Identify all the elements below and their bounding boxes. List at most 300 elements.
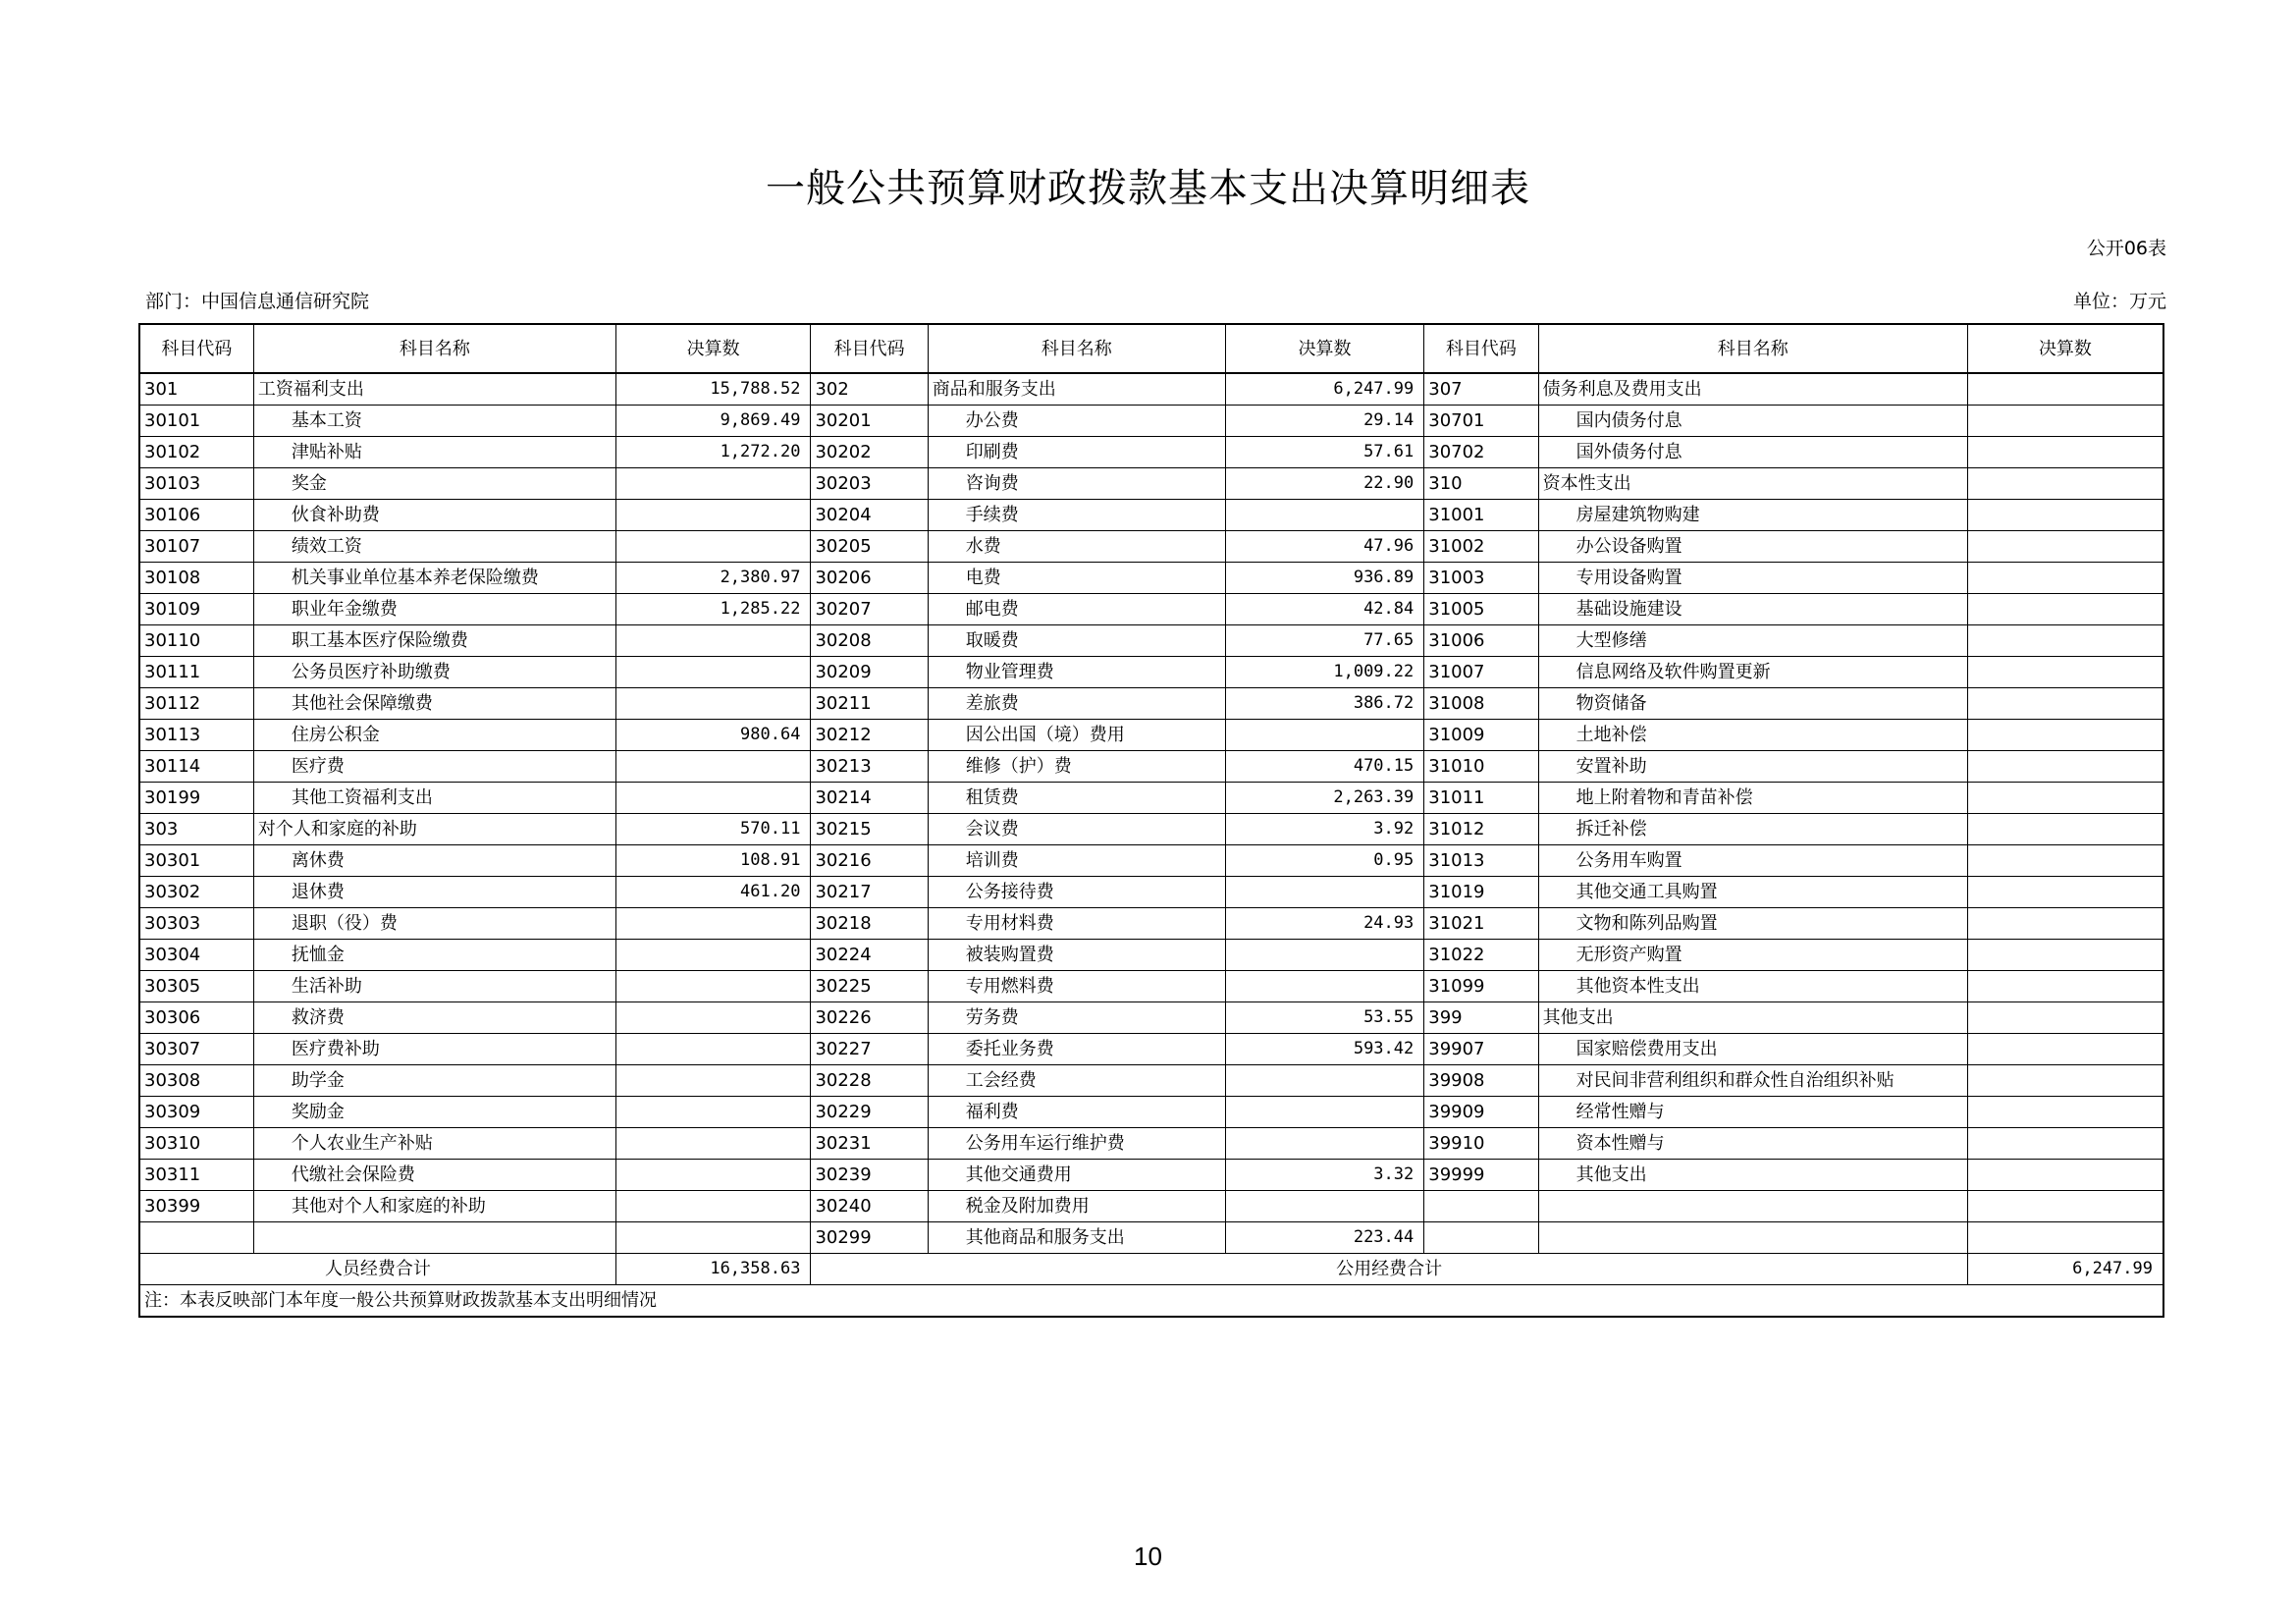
amount-cell xyxy=(1967,563,2163,594)
account-code-cell: 30228 xyxy=(811,1065,928,1097)
account-code-cell: 31009 xyxy=(1424,720,1538,751)
expenditure-detail-table xyxy=(138,323,2164,1318)
amount-cell xyxy=(615,1065,811,1097)
amount-cell xyxy=(1225,1097,1424,1128)
amount-cell: 2,380.97 xyxy=(615,563,811,594)
account-name-cell: 其他交通工具购置 xyxy=(1538,877,1967,908)
table-row xyxy=(139,1097,2163,1128)
account-name-cell: 津贴补贴 xyxy=(253,437,615,468)
account-code-cell: 31022 xyxy=(1424,940,1538,971)
amount-cell xyxy=(1967,688,2163,720)
account-name-cell: 其他工资福利支出 xyxy=(253,783,615,814)
amount-cell xyxy=(1967,1128,2163,1160)
amount-cell: 108.91 xyxy=(615,845,811,877)
amount-cell xyxy=(615,625,811,657)
account-name-cell: 专用燃料费 xyxy=(928,971,1225,1002)
account-name-cell: 邮电费 xyxy=(928,594,1225,625)
header-amount-2: 决算数 xyxy=(1225,324,1424,373)
amount-cell xyxy=(1967,783,2163,814)
amount-cell: 936.89 xyxy=(1225,563,1424,594)
account-name-cell: 基础设施建设 xyxy=(1538,594,1967,625)
amount-cell xyxy=(1967,468,2163,500)
amount-cell: 6,247.99 xyxy=(1225,373,1424,406)
account-code-cell: 30113 xyxy=(139,720,253,751)
account-name-cell: 职工基本医疗保险缴费 xyxy=(253,625,615,657)
account-name-cell: 公务员医疗补助缴费 xyxy=(253,657,615,688)
account-name-cell: 救济费 xyxy=(253,1002,615,1034)
account-code-cell: 30202 xyxy=(811,437,928,468)
table-row xyxy=(139,468,2163,500)
amount-cell: 53.55 xyxy=(1225,1002,1424,1034)
account-name-cell: 其他交通费用 xyxy=(928,1160,1225,1191)
account-name-cell: 差旅费 xyxy=(928,688,1225,720)
account-code-cell: 303 xyxy=(139,814,253,845)
amount-cell xyxy=(615,1034,811,1065)
amount-cell: 77.65 xyxy=(1225,625,1424,657)
account-name-cell: 被装购置费 xyxy=(928,940,1225,971)
table-row xyxy=(139,563,2163,594)
amount-cell xyxy=(615,468,811,500)
account-name-cell: 其他支出 xyxy=(1538,1160,1967,1191)
amount-cell xyxy=(1967,373,2163,406)
page-title: 一般公共预算财政拨款基本支出决算明细表 xyxy=(766,166,1530,211)
account-name-cell: 大型修缮 xyxy=(1538,625,1967,657)
account-name-cell xyxy=(1538,1222,1967,1254)
amount-cell: 15,788.52 xyxy=(615,373,811,406)
account-name-cell: 商品和服务支出 xyxy=(928,373,1225,406)
personnel-total-label: 人员经费合计 xyxy=(139,1254,615,1285)
account-name-cell: 委托业务费 xyxy=(928,1034,1225,1065)
account-code-cell: 31008 xyxy=(1424,688,1538,720)
account-code-cell: 30110 xyxy=(139,625,253,657)
account-name-cell: 资本性支出 xyxy=(1538,468,1967,500)
account-name-cell: 医疗费 xyxy=(253,751,615,783)
header-code-3: 科目代码 xyxy=(1424,324,1538,373)
account-code-cell: 30217 xyxy=(811,877,928,908)
amount-cell xyxy=(1967,1222,2163,1254)
account-code-cell: 30208 xyxy=(811,625,928,657)
account-code-cell: 310 xyxy=(1424,468,1538,500)
account-code-cell: 31003 xyxy=(1424,563,1538,594)
account-code-cell: 39908 xyxy=(1424,1065,1538,1097)
amount-cell xyxy=(615,1002,811,1034)
account-code-cell: 30101 xyxy=(139,406,253,437)
account-code-cell: 30103 xyxy=(139,468,253,500)
account-name-cell: 拆迁补偿 xyxy=(1538,814,1967,845)
amount-cell xyxy=(1967,500,2163,531)
account-name-cell: 取暖费 xyxy=(928,625,1225,657)
account-code-cell: 31001 xyxy=(1424,500,1538,531)
account-name-cell: 地上附着物和青苗补偿 xyxy=(1538,783,1967,814)
account-code-cell: 30239 xyxy=(811,1160,928,1191)
account-code-cell: 30214 xyxy=(811,783,928,814)
account-name-cell: 物资储备 xyxy=(1538,688,1967,720)
amount-cell: 1,009.22 xyxy=(1225,657,1424,688)
account-name-cell: 奖励金 xyxy=(253,1097,615,1128)
account-name-cell: 对个人和家庭的补助 xyxy=(253,814,615,845)
account-code-cell: 30106 xyxy=(139,500,253,531)
header-code-2: 科目代码 xyxy=(811,324,928,373)
amount-cell xyxy=(615,531,811,563)
amount-cell xyxy=(1967,814,2163,845)
account-name-cell: 个人农业生产补贴 xyxy=(253,1128,615,1160)
account-code-cell: 30301 xyxy=(139,845,253,877)
account-name-cell: 绩效工资 xyxy=(253,531,615,563)
amount-cell: 980.64 xyxy=(615,720,811,751)
amount-cell xyxy=(615,940,811,971)
amount-cell: 3.92 xyxy=(1225,814,1424,845)
amount-cell: 47.96 xyxy=(1225,531,1424,563)
account-code-cell: 30310 xyxy=(139,1128,253,1160)
amount-cell xyxy=(1967,594,2163,625)
table-row xyxy=(139,1222,2163,1254)
account-code-cell: 30308 xyxy=(139,1065,253,1097)
table-row xyxy=(139,720,2163,751)
amount-cell xyxy=(1967,1002,2163,1034)
amount-cell: 470.15 xyxy=(1225,751,1424,783)
table-row xyxy=(139,594,2163,625)
account-code-cell: 31012 xyxy=(1424,814,1538,845)
table-row xyxy=(139,814,2163,845)
amount-cell xyxy=(615,500,811,531)
table-row xyxy=(139,971,2163,1002)
amount-cell: 386.72 xyxy=(1225,688,1424,720)
amount-cell xyxy=(1967,720,2163,751)
account-code-cell: 30307 xyxy=(139,1034,253,1065)
amount-cell: 1,272.20 xyxy=(615,437,811,468)
account-name-cell: 基本工资 xyxy=(253,406,615,437)
account-code-cell: 301 xyxy=(139,373,253,406)
account-name-cell: 土地补偿 xyxy=(1538,720,1967,751)
account-code-cell: 30212 xyxy=(811,720,928,751)
account-code-cell: 30102 xyxy=(139,437,253,468)
account-code-cell: 30226 xyxy=(811,1002,928,1034)
account-name-cell: 劳务费 xyxy=(928,1002,1225,1034)
amount-cell xyxy=(615,1191,811,1222)
account-name-cell: 培训费 xyxy=(928,845,1225,877)
account-name-cell: 住房公积金 xyxy=(253,720,615,751)
account-name-cell: 公务用车购置 xyxy=(1538,845,1967,877)
header-name-1: 科目名称 xyxy=(253,324,615,373)
table-row xyxy=(139,1034,2163,1065)
account-code-cell: 30240 xyxy=(811,1191,928,1222)
table-row xyxy=(139,1160,2163,1191)
public-total-label: 公用经费合计 xyxy=(811,1254,1967,1285)
account-name-cell: 其他社会保障缴费 xyxy=(253,688,615,720)
account-code-cell: 30209 xyxy=(811,657,928,688)
header-code-1: 科目代码 xyxy=(139,324,253,373)
amount-cell xyxy=(1225,500,1424,531)
account-code-cell: 30213 xyxy=(811,751,928,783)
amount-cell: 29.14 xyxy=(1225,406,1424,437)
amount-cell: 3.32 xyxy=(1225,1160,1424,1191)
account-code-cell: 30399 xyxy=(139,1191,253,1222)
table-header-row xyxy=(139,324,2163,373)
account-name-cell: 因公出国（境）费用 xyxy=(928,720,1225,751)
account-name-cell: 国内债务付息 xyxy=(1538,406,1967,437)
account-name-cell: 国外债务付息 xyxy=(1538,437,1967,468)
amount-cell xyxy=(1967,845,2163,877)
account-name-cell: 房屋建筑物购建 xyxy=(1538,500,1967,531)
table-row xyxy=(139,1191,2163,1222)
account-code-cell: 39909 xyxy=(1424,1097,1538,1128)
amount-cell: 461.20 xyxy=(615,877,811,908)
header-amount-3: 决算数 xyxy=(1967,324,2163,373)
amount-cell xyxy=(1225,1191,1424,1222)
account-name-cell: 其他支出 xyxy=(1538,1002,1967,1034)
account-code-cell: 30207 xyxy=(811,594,928,625)
account-name-cell xyxy=(1538,1191,1967,1222)
account-name-cell: 公务接待费 xyxy=(928,877,1225,908)
amount-cell: 22.90 xyxy=(1225,468,1424,500)
header-name-2: 科目名称 xyxy=(928,324,1225,373)
amount-cell xyxy=(1967,531,2163,563)
account-name-cell: 公务用车运行维护费 xyxy=(928,1128,1225,1160)
account-name-cell: 工资福利支出 xyxy=(253,373,615,406)
account-name-cell: 水费 xyxy=(928,531,1225,563)
amount-cell: 42.84 xyxy=(1225,594,1424,625)
amount-cell xyxy=(1967,406,2163,437)
amount-cell xyxy=(1967,971,2163,1002)
account-code-cell: 30701 xyxy=(1424,406,1538,437)
account-code-cell: 30702 xyxy=(1424,437,1538,468)
account-name-cell: 电费 xyxy=(928,563,1225,594)
account-name-cell: 无形资产购置 xyxy=(1538,940,1967,971)
table-row xyxy=(139,845,2163,877)
account-name-cell: 医疗费补助 xyxy=(253,1034,615,1065)
amount-cell xyxy=(1967,751,2163,783)
amount-cell xyxy=(1225,940,1424,971)
account-name-cell xyxy=(253,1222,615,1254)
account-name-cell: 信息网络及软件购置更新 xyxy=(1538,657,1967,688)
public-total-amount: 6,247.99 xyxy=(1967,1254,2163,1285)
account-code-cell: 39907 xyxy=(1424,1034,1538,1065)
account-code-cell: 31005 xyxy=(1424,594,1538,625)
account-name-cell: 伙食补助费 xyxy=(253,500,615,531)
account-name-cell: 奖金 xyxy=(253,468,615,500)
account-name-cell: 办公设备购置 xyxy=(1538,531,1967,563)
account-code-cell: 30206 xyxy=(811,563,928,594)
account-name-cell: 会议费 xyxy=(928,814,1225,845)
account-code-cell: 31011 xyxy=(1424,783,1538,814)
account-code-cell: 31002 xyxy=(1424,531,1538,563)
amount-cell xyxy=(1225,720,1424,751)
amount-cell xyxy=(1967,1097,2163,1128)
account-code-cell: 30305 xyxy=(139,971,253,1002)
table-row xyxy=(139,500,2163,531)
account-code-cell: 302 xyxy=(811,373,928,406)
amount-cell xyxy=(1967,1160,2163,1191)
account-name-cell: 安置补助 xyxy=(1538,751,1967,783)
account-name-cell: 专用设备购置 xyxy=(1538,563,1967,594)
amount-cell xyxy=(1967,625,2163,657)
table-row xyxy=(139,531,2163,563)
amount-cell xyxy=(1967,1065,2163,1097)
table-row xyxy=(139,908,2163,940)
account-name-cell: 其他商品和服务支出 xyxy=(928,1222,1225,1254)
table-body xyxy=(139,373,2163,1254)
amount-cell xyxy=(1225,971,1424,1002)
account-code-cell: 399 xyxy=(1424,1002,1538,1034)
amount-cell xyxy=(615,783,811,814)
account-name-cell: 债务利息及费用支出 xyxy=(1538,373,1967,406)
account-code-cell xyxy=(1424,1191,1538,1222)
table-row xyxy=(139,1128,2163,1160)
amount-cell: 223.44 xyxy=(1225,1222,1424,1254)
amount-cell: 24.93 xyxy=(1225,908,1424,940)
account-name-cell: 机关事业单位基本养老保险缴费 xyxy=(253,563,615,594)
account-code-cell: 30111 xyxy=(139,657,253,688)
amount-cell: 2,263.39 xyxy=(1225,783,1424,814)
account-code-cell: 30224 xyxy=(811,940,928,971)
account-name-cell: 办公费 xyxy=(928,406,1225,437)
table-row xyxy=(139,751,2163,783)
account-code-cell: 30231 xyxy=(811,1128,928,1160)
amount-cell xyxy=(1967,437,2163,468)
header-name-3: 科目名称 xyxy=(1538,324,1967,373)
account-code-cell: 39910 xyxy=(1424,1128,1538,1160)
amount-cell xyxy=(1225,877,1424,908)
amount-cell xyxy=(615,688,811,720)
department-label: 部门：中国信息通信研究院 xyxy=(145,291,370,312)
table-row xyxy=(139,783,2163,814)
account-code-cell: 30303 xyxy=(139,908,253,940)
amount-cell xyxy=(615,971,811,1002)
account-name-cell: 代缴社会保险费 xyxy=(253,1160,615,1191)
note-row xyxy=(139,1285,2163,1318)
amount-cell xyxy=(615,657,811,688)
account-code-cell: 31010 xyxy=(1424,751,1538,783)
account-code-cell: 30218 xyxy=(811,908,928,940)
account-code-cell: 30211 xyxy=(811,688,928,720)
account-name-cell: 物业管理费 xyxy=(928,657,1225,688)
account-name-cell: 文物和陈列品购置 xyxy=(1538,908,1967,940)
account-code-cell: 31006 xyxy=(1424,625,1538,657)
amount-cell xyxy=(1967,1191,2163,1222)
table-row xyxy=(139,1065,2163,1097)
account-code-cell: 30112 xyxy=(139,688,253,720)
amount-cell: 593.42 xyxy=(1225,1034,1424,1065)
account-name-cell: 税金及附加费用 xyxy=(928,1191,1225,1222)
table-row xyxy=(139,625,2163,657)
account-code-cell: 30201 xyxy=(811,406,928,437)
page-number: 10 xyxy=(1134,1542,1162,1571)
amount-cell xyxy=(1967,940,2163,971)
account-name-cell: 维修（护）费 xyxy=(928,751,1225,783)
account-code-cell: 30302 xyxy=(139,877,253,908)
amount-cell xyxy=(1967,657,2163,688)
form-number: 公开06表 xyxy=(2086,238,2166,259)
totals-row xyxy=(139,1254,2163,1285)
account-code-cell: 30225 xyxy=(811,971,928,1002)
account-name-cell: 资本性赠与 xyxy=(1538,1128,1967,1160)
account-name-cell: 福利费 xyxy=(928,1097,1225,1128)
amount-cell: 0.95 xyxy=(1225,845,1424,877)
amount-cell: 57.61 xyxy=(1225,437,1424,468)
account-code-cell: 31021 xyxy=(1424,908,1538,940)
account-code-cell: 30203 xyxy=(811,468,928,500)
table-note: 注：本表反映部门本年度一般公共预算财政拨款基本支出明细情况 xyxy=(139,1285,2163,1318)
amount-cell xyxy=(615,1222,811,1254)
account-name-cell: 咨询费 xyxy=(928,468,1225,500)
account-name-cell: 抚恤金 xyxy=(253,940,615,971)
amount-cell xyxy=(615,908,811,940)
personnel-total-amount: 16,358.63 xyxy=(615,1254,811,1285)
account-name-cell: 其他资本性支出 xyxy=(1538,971,1967,1002)
account-code-cell: 30299 xyxy=(811,1222,928,1254)
account-name-cell: 租赁费 xyxy=(928,783,1225,814)
account-name-cell: 经常性赠与 xyxy=(1538,1097,1967,1128)
account-name-cell: 生活补助 xyxy=(253,971,615,1002)
account-name-cell: 工会经费 xyxy=(928,1065,1225,1097)
amount-cell: 9,869.49 xyxy=(615,406,811,437)
table-row xyxy=(139,1002,2163,1034)
account-code-cell: 39999 xyxy=(1424,1160,1538,1191)
account-name-cell: 对民间非营利组织和群众性自治组织补贴 xyxy=(1538,1065,1967,1097)
account-code-cell: 30109 xyxy=(139,594,253,625)
account-code-cell: 30205 xyxy=(811,531,928,563)
account-code-cell: 30227 xyxy=(811,1034,928,1065)
account-code-cell: 30204 xyxy=(811,500,928,531)
account-code-cell: 30309 xyxy=(139,1097,253,1128)
table-row xyxy=(139,877,2163,908)
amount-cell xyxy=(615,1160,811,1191)
account-name-cell: 专用材料费 xyxy=(928,908,1225,940)
amount-cell: 1,285.22 xyxy=(615,594,811,625)
account-name-cell: 退休费 xyxy=(253,877,615,908)
account-code-cell: 307 xyxy=(1424,373,1538,406)
unit-label: 单位：万元 xyxy=(2072,291,2166,312)
account-code-cell: 30199 xyxy=(139,783,253,814)
account-name-cell: 职业年金缴费 xyxy=(253,594,615,625)
table-row xyxy=(139,373,2163,406)
account-code-cell: 30304 xyxy=(139,940,253,971)
account-code-cell: 30215 xyxy=(811,814,928,845)
account-code-cell: 30216 xyxy=(811,845,928,877)
account-name-cell: 手续费 xyxy=(928,500,1225,531)
account-code-cell xyxy=(139,1222,253,1254)
header-amount-1: 决算数 xyxy=(615,324,811,373)
account-code-cell: 30311 xyxy=(139,1160,253,1191)
account-code-cell: 31099 xyxy=(1424,971,1538,1002)
amount-cell xyxy=(1225,1065,1424,1097)
account-code-cell: 31013 xyxy=(1424,845,1538,877)
account-name-cell: 助学金 xyxy=(253,1065,615,1097)
amount-cell xyxy=(615,1128,811,1160)
table-row xyxy=(139,437,2163,468)
amount-cell xyxy=(1967,908,2163,940)
table-row xyxy=(139,940,2163,971)
account-code-cell: 30108 xyxy=(139,563,253,594)
account-code-cell xyxy=(1424,1222,1538,1254)
account-code-cell: 30306 xyxy=(139,1002,253,1034)
amount-cell xyxy=(1225,1128,1424,1160)
account-code-cell: 30229 xyxy=(811,1097,928,1128)
account-code-cell: 31019 xyxy=(1424,877,1538,908)
account-code-cell: 30107 xyxy=(139,531,253,563)
amount-cell xyxy=(615,751,811,783)
account-name-cell: 印刷费 xyxy=(928,437,1225,468)
account-name-cell: 退职（役）费 xyxy=(253,908,615,940)
amount-cell xyxy=(615,1097,811,1128)
amount-cell: 570.11 xyxy=(615,814,811,845)
amount-cell xyxy=(1967,877,2163,908)
account-code-cell: 31007 xyxy=(1424,657,1538,688)
table-row xyxy=(139,688,2163,720)
account-name-cell: 其他对个人和家庭的补助 xyxy=(253,1191,615,1222)
amount-cell xyxy=(1967,1034,2163,1065)
table-row xyxy=(139,406,2163,437)
